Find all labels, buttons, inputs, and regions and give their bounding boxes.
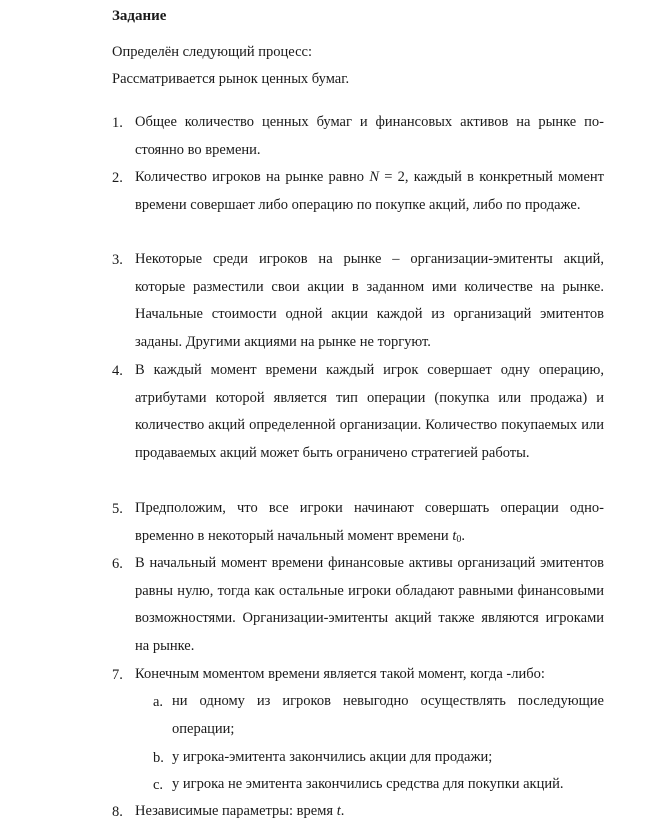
item-number-1: 1.	[112, 115, 123, 131]
item-number-7: 7.	[112, 667, 123, 683]
item-text-5	[135, 495, 604, 553]
item-number-6: 6.	[112, 556, 123, 572]
item-number-4: 4.	[112, 363, 123, 379]
item-number-2: 2.	[112, 170, 123, 186]
page-title: Задание	[112, 8, 167, 24]
item-text-2-before: Количество игроков на рынке равно	[135, 169, 370, 185]
item-text-8-variable: t	[336, 803, 341, 819]
item-text-7: Конечным моментом времени является такой момент, когда -либо:	[135, 666, 545, 682]
item-text-5-subscript: 0	[456, 533, 462, 545]
item-text-3: Некоторые среди игроков на рынке – организации-эмитенты акций, которые разместили свои акции в заданном ими количестве на рынке. Начальные стоимости одной акции каждой из организаций эмитентов заданы. Другими акциями на рынке не торгуют.	[135, 251, 604, 350]
sub-item-text-c: у игрока не эмитента закончились средства для покупки акций.	[172, 776, 564, 792]
item-text-2-after: = 2, каждый в конкретный момент времени совершает либо операцию по покупке акций, либо по продаже.	[135, 169, 605, 213]
sub-item-text-a: ни одному из игроков невыгодно осуществлять последующие операции;	[172, 693, 604, 737]
intro-line-1: Определён следующий процесс:	[112, 44, 312, 60]
item-text-5-after: .	[461, 527, 465, 544]
item-text-5-before: Предположим, что все игроки начинают совершать операции одновременно в некоторый начальный момент времени	[135, 500, 604, 544]
sub-item-letter-a: a.	[153, 694, 164, 710]
item-text-2-variable: N	[369, 169, 379, 185]
sub-item-letter-c: c.	[153, 777, 164, 793]
item-text-6: В начальный момент времени финансовые активы организаций эмитентов равны нулю, тогда как остальные игроки обладают равными финансовыми возможностями. Организации-эмитенты акций также являются игроками на рынке.	[135, 555, 604, 654]
intro-line-2: Рассматривается рынок ценных бумаг.	[112, 71, 350, 87]
item-number-5: 5.	[112, 501, 123, 517]
item-text-8-after: .	[340, 803, 345, 819]
item-number-3: 3.	[112, 252, 123, 268]
item-text-1: Общее количество ценных бумаг и финансовых активов на рынке постоянно во времени.	[135, 114, 604, 158]
item-text-5-variable: t	[452, 527, 457, 544]
item-number-8: 8.	[112, 804, 123, 820]
item-text-4: В каждый момент времени каждый игрок совершает одну операцию, атрибутами которой является тип операции (покупка или продажа) и количество акций определенной организации. Количество покупаемых или продаваемых акций может быть ограничено стратегией работы.	[135, 362, 604, 461]
item-text-2	[135, 164, 604, 219]
sub-item-text-b: у игрока-эмитента закончились акции для продажи;	[172, 749, 493, 765]
sub-item-letter-b: b.	[153, 750, 164, 766]
item-text-8-before: Независимые параметры: время	[135, 803, 337, 819]
item-text-8	[135, 798, 604, 826]
